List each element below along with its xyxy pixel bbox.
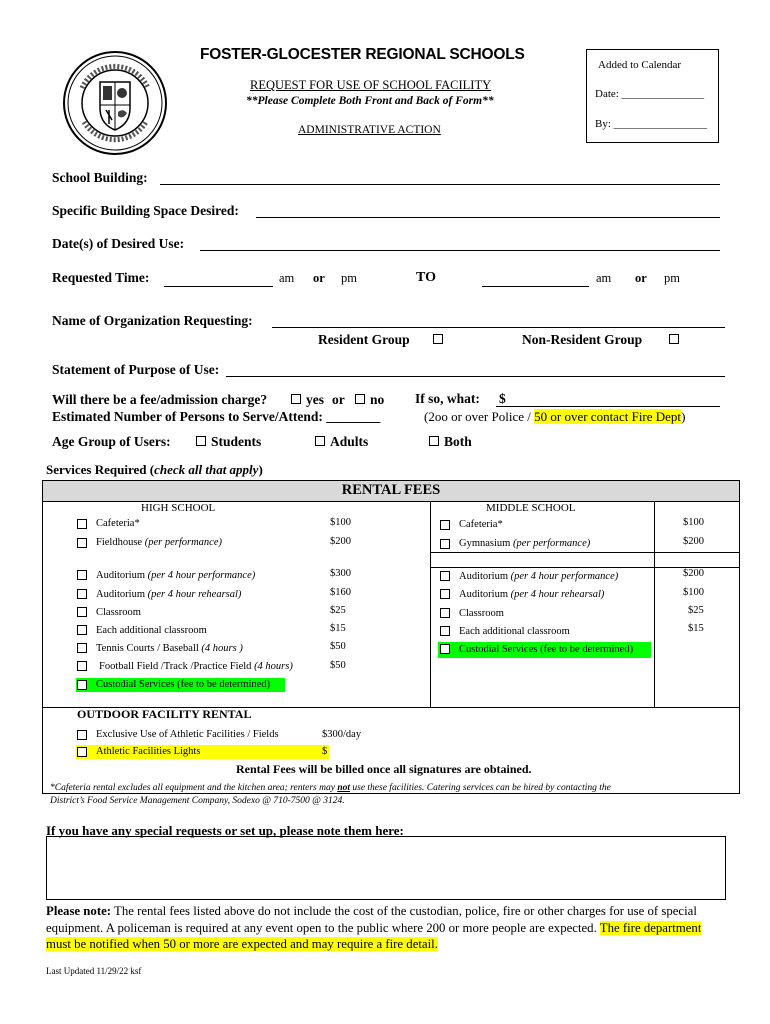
ms-gymnasium-fee: $200 (683, 536, 704, 547)
non-resident-group-checkbox[interactable] (669, 334, 679, 344)
hs-football-field-fee: $50 (330, 660, 346, 671)
ms-classroom-fee: $25 (688, 605, 704, 616)
rental-fee-column-divider (654, 501, 655, 708)
hs-classroom-label: Classroom (96, 607, 141, 618)
adults-checkbox[interactable] (315, 436, 325, 446)
fee-yes-label: yes (306, 392, 324, 407)
rental-column-divider (430, 501, 431, 708)
hs-classroom-fee: $25 (330, 605, 346, 616)
ms-custodial-checkbox[interactable] (440, 644, 450, 654)
please-note-label: Please note: (46, 904, 112, 918)
ms-gymnasium-label: Gymnasium (per performance) (459, 538, 591, 549)
district-seal-logo (62, 50, 168, 156)
hs-tennis-baseball-label: Tennis Courts / Baseball (4 hours ) (96, 643, 243, 654)
special-requests-textarea[interactable] (46, 836, 726, 900)
hs-auditorium-performance-label: Auditorium (per 4 hour performance) (96, 570, 256, 581)
ms-auditorium-rehearsal-fee: $100 (683, 587, 704, 598)
athletic-fields-checkbox[interactable] (77, 730, 87, 740)
organization-label: Name of Organization Requesting: (52, 313, 253, 328)
students-label: Students (211, 434, 262, 449)
fee-amount-input[interactable] (496, 406, 720, 407)
fee-no-checkbox[interactable] (355, 394, 365, 404)
fire-department-highlight: The fire department must be notified when 50 or more are expected and may require a fire detail. (46, 920, 702, 951)
services-required-label: Services Required (check all that apply) (46, 462, 263, 477)
school-name: FOSTER-GLOCESTER REGIONAL SCHOOLS (200, 46, 525, 63)
services-label-text: Services Required (46, 462, 147, 477)
athletic-lights-label: Athletic Facilities Lights (96, 746, 201, 757)
ms-custodial-label: Custodial Services (fee to be determined) (459, 644, 634, 655)
hs-cafeteria-label: Cafeteria* (96, 518, 140, 529)
hs-cafeteria-fee: $100 (330, 517, 351, 528)
ms-classroom-checkbox[interactable] (440, 608, 450, 618)
police-note: (2oo or over Police / (424, 409, 531, 424)
start-pm-option[interactable]: pm (341, 271, 357, 285)
hs-auditorium-rehearsal-checkbox[interactable] (77, 589, 87, 599)
athletic-lights-fee: $ (322, 746, 328, 757)
hs-tennis-baseball-fee: $50 (330, 641, 346, 652)
ms-cafeteria-label: Cafeteria* (459, 519, 503, 530)
athletic-lights-checkbox[interactable] (77, 747, 87, 757)
hs-auditorium-rehearsal-fee: $160 (330, 587, 351, 598)
calendar-by-field[interactable]: By: _________________ (595, 118, 708, 130)
ms-auditorium-rehearsal-checkbox[interactable] (440, 589, 450, 599)
hs-auditorium-rehearsal-label: Auditorium (per 4 hour rehearsal) (96, 589, 242, 600)
safety-note-close: ) (681, 409, 686, 424)
hs-fieldhouse-label: Fieldhouse (per performance) (96, 537, 222, 548)
fee-dollar-sign: $ (499, 391, 506, 406)
school-building-label: School Building: (52, 170, 148, 185)
hs-additional-classroom-fee: $15 (330, 623, 346, 634)
students-checkbox[interactable] (196, 436, 206, 446)
added-to-calendar: Added to Calendar (598, 59, 682, 71)
middle-school-empty-row (430, 552, 739, 568)
school-building-input[interactable] (160, 184, 720, 185)
athletic-fields-fee: $300/day (322, 729, 362, 740)
building-space-label: Specific Building Space Desired: (52, 203, 239, 218)
ms-classroom-label: Classroom (459, 608, 504, 619)
purpose-label: Statement of Purpose of Use: (52, 362, 220, 377)
ms-additional-classroom-label: Each additional classroom (459, 626, 570, 637)
rental-fees-title: RENTAL FEES (341, 482, 441, 498)
to-label: TO (416, 270, 436, 285)
fee-no-label: no (370, 392, 385, 407)
form-instruction: **Please Complete Both Front and Back of Form** (246, 95, 494, 107)
hs-custodial-checkbox[interactable] (77, 680, 87, 690)
safety-note (424, 409, 685, 425)
requested-time-label: Requested Time: (52, 270, 150, 285)
ms-additional-classroom-checkbox[interactable] (440, 626, 450, 636)
hs-auditorium-performance-fee: $300 (330, 568, 351, 579)
ms-cafeteria-fee: $100 (683, 517, 704, 528)
fire-dept-note: 50 or over contact Fire Dept (534, 409, 682, 424)
athletic-fields-label: Exclusive Use of Athletic Facilities / Fields (96, 729, 279, 740)
fee-or-label: or (332, 392, 345, 407)
please-note-text: The rental fees listed above do not include the cost of the custodian, police, fire or other charges for use of special equipment. A policeman is required at any event open to the public where 200 or more people are expected. (46, 904, 697, 935)
resident-group-label: Resident Group (318, 332, 410, 347)
ms-cafeteria-checkbox[interactable] (440, 520, 450, 530)
purpose-input[interactable] (226, 376, 725, 377)
start-time-input[interactable] (164, 286, 273, 287)
age-group-label: Age Group of Users: (52, 434, 171, 449)
last-updated: Last Updated 11/29/22 ksf (46, 966, 142, 976)
ms-additional-classroom-fee: $15 (688, 623, 704, 634)
hs-custodial-label: Custodial Services (fee to be determined) (96, 679, 271, 690)
end-or-label: or (635, 271, 647, 285)
persons-label: Estimated Number of Persons to Serve/Attend: ________ (52, 409, 381, 424)
middle-school-header: MIDDLE SCHOOL (486, 502, 576, 514)
start-or-label: or (313, 271, 325, 285)
form-title: REQUEST FOR USE OF SCHOOL FACILITY (250, 78, 492, 92)
cafeteria-note: *Cafeteria rental excludes all equipment and the kitchen area; renters may not use these facilities. Catering services can be hired by contacting the District’s Food Service Management Company, Sodexo @ 710-7500 @ 3124. (50, 783, 611, 806)
hs-cafeteria-checkbox[interactable] (77, 519, 87, 529)
organization-input[interactable] (272, 327, 725, 328)
start-am-option[interactable]: am (279, 271, 295, 285)
high-school-header: HIGH SCHOOL (141, 502, 216, 514)
hs-auditorium-performance-checkbox[interactable] (77, 570, 87, 580)
building-space-input[interactable] (256, 217, 720, 218)
hs-classroom-checkbox[interactable] (77, 607, 87, 617)
ms-auditorium-performance-checkbox[interactable] (440, 571, 450, 581)
admin-action-label: ADMINISTRATIVE ACTION (298, 124, 441, 136)
both-label: Both (444, 434, 472, 449)
ms-auditorium-performance-label: Auditorium (per 4 hour performance) (459, 571, 619, 582)
ms-gymnasium-checkbox[interactable] (440, 539, 450, 549)
dates-label: Date(s) of Desired Use: (52, 236, 185, 251)
both-checkbox[interactable] (429, 436, 439, 446)
admin-calendar-box (586, 49, 719, 143)
end-time-input[interactable] (482, 286, 589, 287)
end-am-option[interactable]: am (596, 271, 612, 285)
hs-football-field-checkbox[interactable] (77, 661, 87, 671)
fee-question-label: Will there be a fee/admission charge? (52, 392, 268, 407)
hs-additional-classroom-label: Each additional classroom (96, 625, 207, 636)
resident-group-checkbox[interactable] (433, 334, 443, 344)
hs-fieldhouse-checkbox[interactable] (77, 538, 87, 548)
non-resident-group-label: Non-Resident Group (522, 332, 643, 347)
adults-label: Adults (330, 434, 369, 449)
billing-note: Rental Fees will be billed once all signatures are obtained. (236, 762, 532, 776)
services-hint: check all that apply (154, 462, 259, 477)
if-so-label: If so, what: (415, 391, 480, 406)
hs-tennis-baseball-checkbox[interactable] (77, 643, 87, 653)
outdoor-facility-header: OUTDOOR FACILITY RENTAL (77, 707, 252, 721)
end-pm-option[interactable]: pm (664, 271, 680, 285)
hs-fieldhouse-fee: $200 (330, 536, 351, 547)
special-requests-label: If you have any special requests or set up, please note them here: (46, 823, 404, 838)
calendar-date-field[interactable]: Date: _______________ (595, 88, 705, 100)
hs-additional-classroom-checkbox[interactable] (77, 625, 87, 635)
please-note-paragraph (46, 903, 718, 953)
hs-football-field-label: Football Field /Track /Practice Field (4 hours) (99, 661, 293, 672)
ms-auditorium-performance-fee: $200 (683, 568, 704, 579)
dates-input[interactable] (200, 250, 720, 251)
ms-auditorium-rehearsal-label: Auditorium (per 4 hour rehearsal) (459, 589, 605, 600)
fee-yes-checkbox[interactable] (291, 394, 301, 404)
